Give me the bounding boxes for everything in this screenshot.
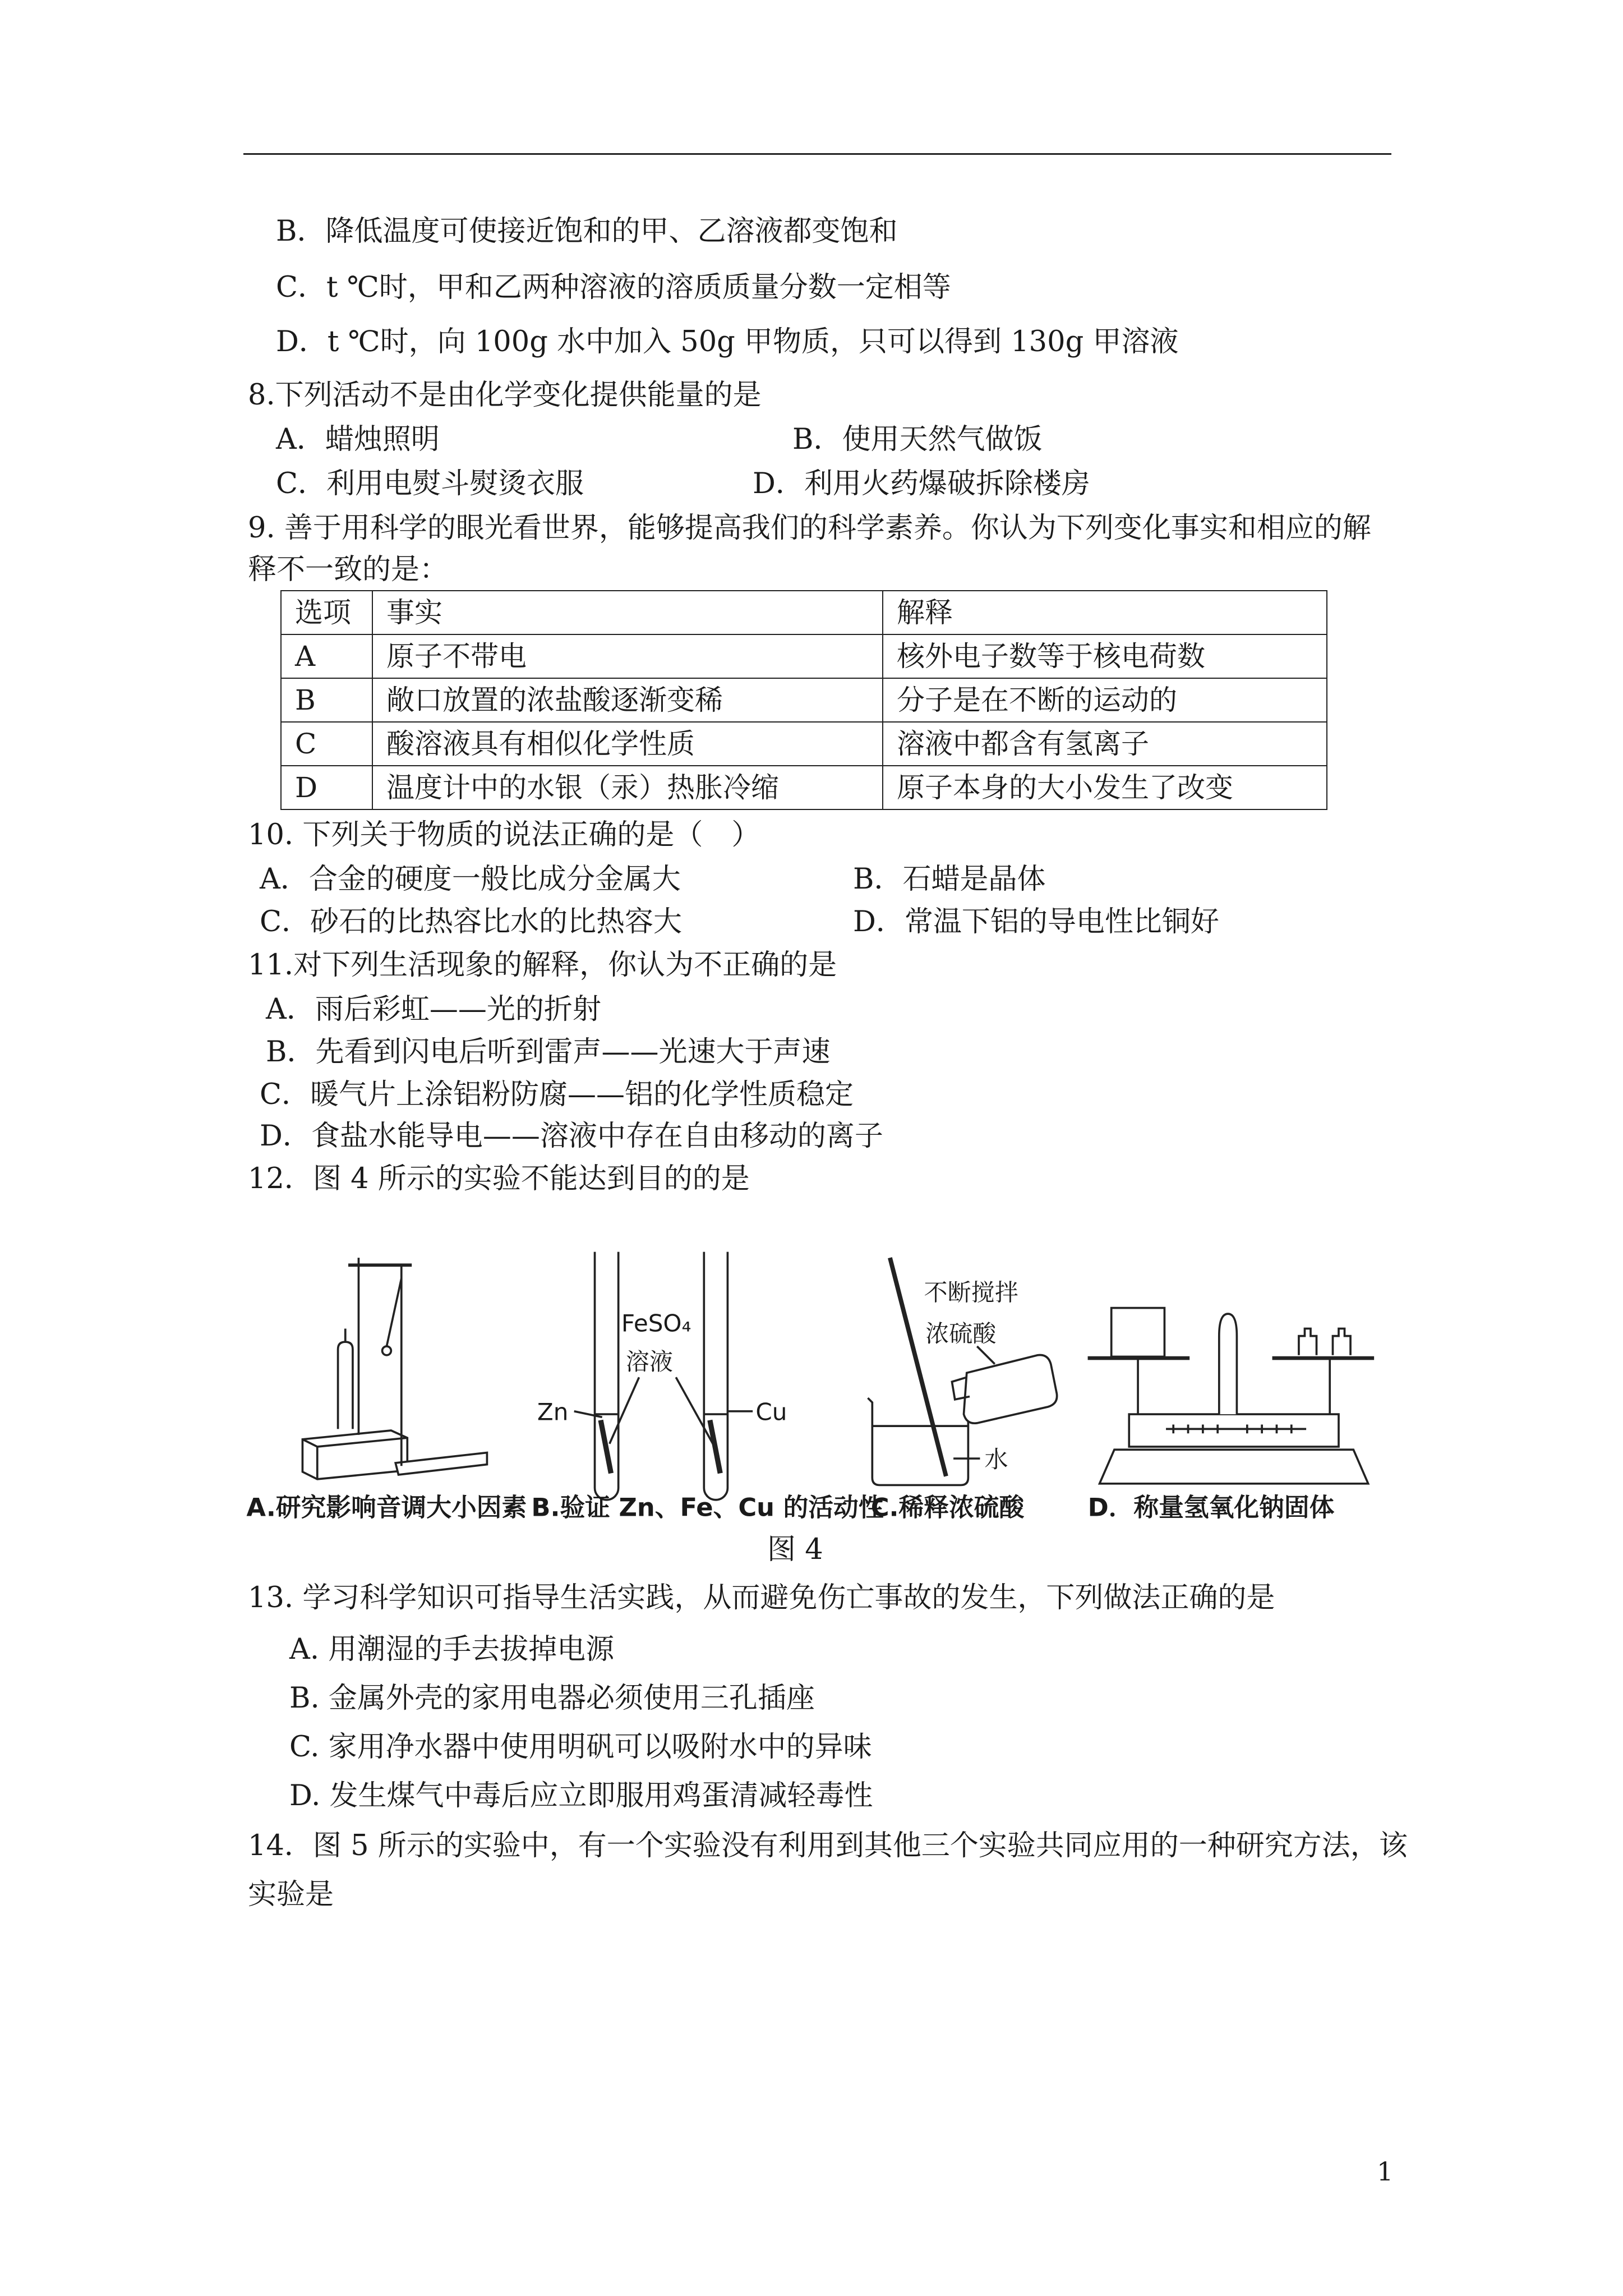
q14-stem-line-1: 14．图 5 所示的实验中，有一个实验没有利用到其他三个实验共同应用的一种研究方法，该	[248, 1829, 1408, 1862]
beaker-on-pan	[1112, 1308, 1165, 1357]
q8-option-a: A．蜡烛照明	[276, 423, 440, 456]
q14-stem-line-2: 实验是	[248, 1878, 334, 1911]
apparatus-b-test-tubes	[574, 1252, 753, 1500]
q10-option-b: B．石蜡是晶体	[853, 863, 1046, 896]
weight-right	[1332, 1328, 1350, 1355]
table-row	[281, 678, 1327, 722]
label-solution: 溶液	[625, 1348, 673, 1376]
table-cell-fact: 敞口放置的浓盐酸逐渐变稀	[372, 678, 883, 722]
table-row	[281, 766, 1327, 809]
label-cu: Cu	[755, 1398, 787, 1426]
table-cell-explanation: 溶液中都含有氢离子	[883, 722, 1327, 766]
table-cell-option: B	[281, 678, 372, 722]
table-header-row	[281, 591, 1327, 634]
apparatus-d-balance	[1088, 1308, 1375, 1484]
q7-option-d: D．t ℃时，向 100g 水中加入 50g 甲物质，只可以得到 130g 甲溶液	[276, 325, 1179, 358]
q13-option-d: D. 发生煤气中毒后应立即服用鸡蛋清减轻毒性	[289, 1779, 873, 1812]
q13-option-a: A. 用潮湿的手去拔掉电源	[289, 1633, 615, 1666]
caption-c: C.稀释浓硫酸	[870, 1492, 1025, 1522]
q10-option-c: C．砂石的比热容比水的比热容大	[260, 905, 683, 938]
table-row	[281, 722, 1327, 766]
center-pointer	[1219, 1314, 1237, 1414]
q11-option-c: C．暖气片上涂铝粉防腐——铝的化学性质稳定	[260, 1078, 854, 1111]
pendulum-thread	[386, 1278, 401, 1346]
table-row	[281, 634, 1327, 678]
q7-option-b: B．降低温度可使接近饱和的甲、乙溶液都变饱和	[276, 215, 898, 248]
acid-pointer	[977, 1346, 995, 1364]
caption-b: B.验证 Zn、Fe、Cu 的活动性	[531, 1492, 884, 1522]
label-stir: 不断搅拌	[924, 1278, 1018, 1306]
q8-option-d: D．利用火药爆破拆除楼房	[753, 467, 1090, 500]
table-cell-option: C	[281, 722, 372, 766]
page-number: 1	[1377, 2156, 1394, 2187]
copper-strip	[710, 1420, 720, 1474]
label-acid: 浓硫酸	[925, 1320, 997, 1348]
q13-option-b: B. 金属外壳的家用电器必须使用三孔插座	[289, 1682, 815, 1715]
header-rule	[243, 153, 1391, 155]
table-cell-fact: 酸溶液具有相似化学性质	[372, 722, 883, 766]
q9-fact-table	[280, 590, 1327, 810]
q8-option-b: B．使用天然气做饭	[792, 423, 1043, 456]
caption-a: A.研究影响音调大小因素	[246, 1492, 527, 1522]
q8-option-c: C．利用电熨斗熨烫衣服	[276, 467, 584, 500]
q9-stem-line-2: 释不一致的是：	[248, 553, 449, 586]
label-zn: Zn	[537, 1398, 569, 1426]
tuning-fork	[338, 1328, 353, 1429]
table-cell-fact: 原子不带电	[372, 634, 883, 678]
weight-left	[1299, 1328, 1317, 1355]
figure-caption: 图 4	[767, 1533, 823, 1566]
table-cell-explanation: 核外电子数等于核电荷数	[883, 634, 1327, 678]
table-cell-option: D	[281, 766, 372, 809]
q13-stem: 13. 学习科学知识可指导生活实践，从而避免伤亡事故的发生，下列做法正确的是	[248, 1581, 1275, 1614]
q11-option-b: B．先看到闪电后听到雷声——光速大于声速	[266, 1036, 831, 1069]
table-header-cell: 事实	[372, 591, 883, 634]
solution-pointer-right	[676, 1377, 713, 1443]
q11-option-a: A．雨后彩虹——光的折射	[266, 993, 601, 1026]
table-cell-option: A	[281, 634, 372, 678]
q8-stem: 8.下列活动不是由化学变化提供能量的是	[248, 379, 762, 412]
q10-stem: 10. 下列关于物质的说法正确的是（ ）	[248, 818, 760, 852]
balance-base	[1100, 1450, 1368, 1484]
q11-option-d: D．食盐水能导电——溶液中存在自由移动的离子	[260, 1120, 883, 1153]
solution-pointer-left	[610, 1377, 639, 1443]
q12-stem: 12．图 4 所示的实验不能达到目的的是	[248, 1162, 750, 1195]
label-feso4: FeSO₄	[621, 1309, 691, 1337]
stand-base	[395, 1453, 487, 1475]
table-cell-explanation: 原子本身的大小发生了改变	[883, 766, 1327, 809]
acid-bottle	[952, 1355, 1057, 1423]
q11-stem: 11.对下列生活现象的解释，你认为不正确的是	[248, 949, 837, 982]
beaker	[868, 1398, 968, 1485]
table-header-cell: 解释	[883, 591, 1327, 634]
q10-option-d: D．常温下铝的导电性比铜好	[853, 905, 1219, 938]
pendulum-ball	[382, 1346, 391, 1355]
figure-4	[243, 1234, 1387, 1531]
q10-option-a: A．合金的硬度一般比成分金属大	[260, 863, 681, 896]
sound-box	[302, 1430, 407, 1479]
q9-stem-line-1: 9. 善于用科学的眼光看世界，能够提高我们的科学素养。你认为下列变化事实和相应的解	[248, 512, 1371, 545]
apparatus-a-pitch	[302, 1258, 487, 1479]
caption-d: D．称量氢氧化钠固体	[1087, 1492, 1335, 1522]
balance-body	[1129, 1414, 1339, 1447]
table-cell-fact: 温度计中的水银（汞）热胀冷缩	[372, 766, 883, 809]
q7-option-c: C．t ℃时，甲和乙两种溶液的溶质质量分数一定相等	[276, 271, 951, 304]
q13-option-c: C. 家用净水器中使用明矾可以吸附水中的异味	[289, 1731, 872, 1764]
zinc-strip	[601, 1420, 611, 1474]
table-header-cell: 选项	[281, 591, 372, 634]
table-cell-explanation: 分子是在不断的运动的	[883, 678, 1327, 722]
label-water: 水	[984, 1445, 1008, 1473]
